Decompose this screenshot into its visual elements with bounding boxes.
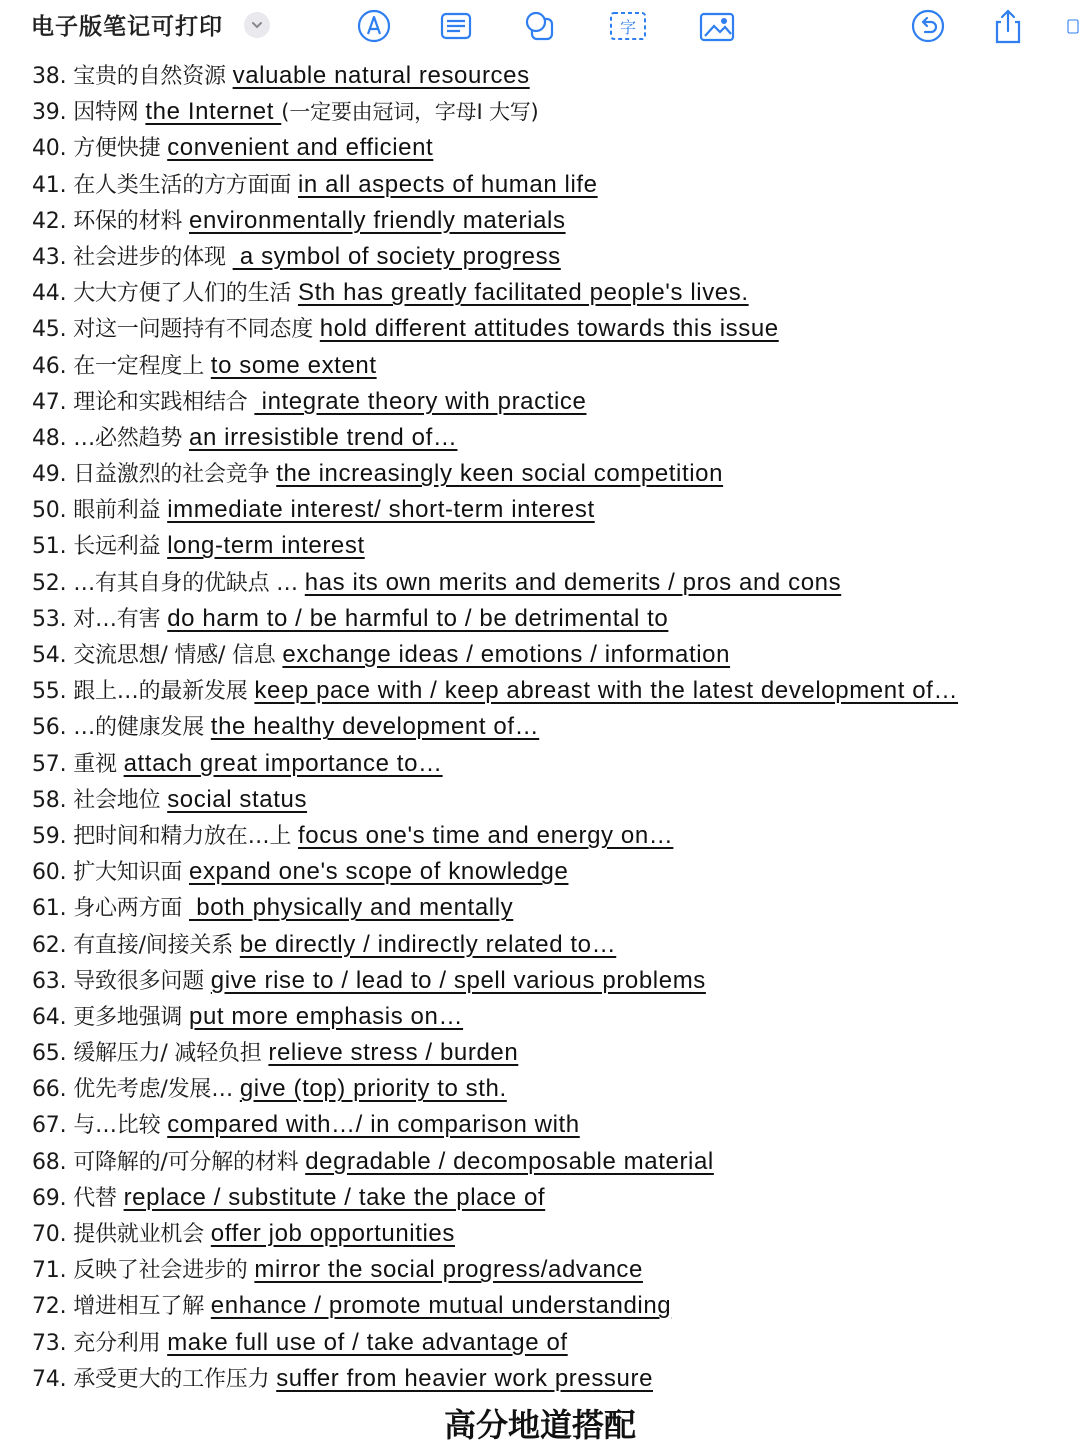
chinese-phrase: …必然趋势 bbox=[73, 425, 183, 451]
chinese-phrase: 提供就业机会 bbox=[73, 1222, 204, 1247]
more-icon[interactable] bbox=[1062, 6, 1080, 46]
text-box-icon[interactable] bbox=[436, 6, 476, 46]
item-number: 65. bbox=[32, 1041, 67, 1067]
item-number: 41. bbox=[32, 172, 67, 198]
list-item bbox=[32, 528, 1072, 564]
list-item bbox=[32, 1071, 1072, 1107]
english-phrase: make full use of / take advantage of bbox=[167, 1328, 568, 1356]
chinese-phrase: 身心两方面 bbox=[73, 896, 183, 922]
item-number: 70. bbox=[32, 1222, 67, 1247]
item-number: 39. bbox=[32, 100, 67, 126]
english-phrase: give rise to / lead to / spell various problems bbox=[210, 966, 706, 994]
item-number: 61. bbox=[32, 896, 67, 922]
english-phrase: an irresistible trend of… bbox=[189, 423, 458, 451]
english-phrase: the increasingly keen social competition bbox=[276, 460, 724, 488]
english-phrase: convenient and efficient bbox=[167, 134, 434, 162]
list-item bbox=[32, 927, 1072, 963]
chinese-phrase: 优先考虑/发展… bbox=[73, 1077, 234, 1103]
shapes-icon[interactable] bbox=[520, 6, 560, 46]
english-phrase: in all aspects of human life bbox=[298, 170, 598, 198]
chinese-phrase: 跟上…的最新发展 bbox=[73, 679, 248, 705]
english-phrase: focus one's time and energy on… bbox=[298, 821, 674, 849]
list-item bbox=[32, 854, 1072, 890]
item-number: 49. bbox=[32, 462, 67, 488]
chinese-phrase: 扩大知识面 bbox=[73, 860, 183, 886]
item-number: 72. bbox=[32, 1294, 67, 1320]
chinese-phrase: 眼前利益 bbox=[73, 498, 161, 524]
chinese-phrase: 重视 bbox=[73, 751, 117, 777]
share-icon[interactable] bbox=[988, 6, 1028, 46]
list-item bbox=[32, 890, 1072, 926]
list-item bbox=[32, 311, 1072, 347]
item-number: 50. bbox=[32, 498, 67, 524]
list-item bbox=[32, 1216, 1072, 1252]
list-item bbox=[32, 58, 1072, 94]
chevron-down-icon[interactable] bbox=[244, 12, 270, 38]
english-phrase: integrate theory with practice bbox=[254, 387, 587, 415]
list-item bbox=[32, 1252, 1072, 1288]
list-item bbox=[32, 1144, 1072, 1180]
item-number: 56. bbox=[32, 715, 67, 741]
chinese-phrase: 增进相互了解 bbox=[73, 1294, 204, 1320]
note-text: (一定要由冠词，字母I 大写) bbox=[281, 100, 539, 125]
list-item bbox=[32, 1107, 1072, 1143]
item-number: 59. bbox=[32, 823, 67, 849]
item-number: 63. bbox=[32, 968, 67, 994]
document-title[interactable]: 电子版笔记可打印 bbox=[31, 14, 223, 40]
english-phrase: the healthy development of… bbox=[210, 713, 540, 741]
list-item bbox=[32, 963, 1072, 999]
chinese-phrase: 大大方便了人们的生活 bbox=[73, 281, 292, 307]
list-item bbox=[32, 420, 1072, 456]
chinese-phrase: …的健康发展 bbox=[73, 715, 204, 741]
english-phrase: replace / substitute / take the place of bbox=[123, 1183, 546, 1211]
list-item bbox=[32, 601, 1072, 637]
list-item bbox=[32, 94, 1072, 130]
list-item bbox=[32, 1288, 1072, 1324]
list-item bbox=[32, 1180, 1072, 1216]
english-phrase: relieve stress / burden bbox=[268, 1039, 519, 1067]
chinese-phrase: 反映了社会进步的 bbox=[73, 1258, 248, 1284]
item-number: 53. bbox=[32, 606, 67, 632]
list-item bbox=[32, 203, 1072, 239]
chinese-phrase: 理论和实践相结合 bbox=[73, 389, 248, 415]
english-phrase: be directly / indirectly related to… bbox=[239, 930, 617, 958]
english-phrase: give (top) priority to sth. bbox=[239, 1075, 507, 1103]
chinese-phrase: 代替 bbox=[73, 1185, 117, 1211]
english-phrase: long-term interest bbox=[167, 532, 365, 560]
item-number: 42. bbox=[32, 208, 67, 234]
chinese-phrase: 交流思想/ 情感/ 信息 bbox=[73, 643, 276, 668]
list-item bbox=[32, 239, 1072, 275]
chinese-phrase: 把时间和精力放在…上 bbox=[73, 823, 292, 849]
item-number: 58. bbox=[32, 787, 67, 813]
list-item bbox=[32, 818, 1072, 854]
english-phrase: Sth has greatly facilitated people's lives. bbox=[298, 279, 749, 307]
chinese-phrase: 社会地位 bbox=[73, 787, 161, 813]
english-phrase: a symbol of society progress bbox=[232, 242, 561, 270]
chinese-phrase: 导致很多问题 bbox=[73, 968, 204, 994]
english-phrase: degradable / decomposable material bbox=[305, 1147, 714, 1175]
list-item bbox=[32, 565, 1072, 601]
text-recognize-icon[interactable] bbox=[608, 6, 648, 46]
list-item bbox=[32, 167, 1072, 203]
list-item bbox=[32, 130, 1072, 166]
english-phrase: hold different attitudes towards this issue bbox=[319, 315, 779, 343]
list-item bbox=[32, 999, 1072, 1035]
item-number: 55. bbox=[32, 679, 67, 705]
pen-tool-icon[interactable] bbox=[354, 6, 394, 46]
item-number: 44. bbox=[32, 281, 67, 307]
list-item bbox=[32, 782, 1072, 818]
list-item bbox=[32, 709, 1072, 745]
item-number: 62. bbox=[32, 932, 67, 958]
item-number: 43. bbox=[32, 244, 67, 270]
english-phrase: do harm to / be harmful to / be detrimental to bbox=[167, 604, 669, 632]
item-number: 66. bbox=[32, 1077, 67, 1103]
item-number: 47. bbox=[32, 389, 67, 415]
chinese-phrase: 宝贵的自然资源 bbox=[73, 64, 226, 89]
section-title: 高分地道搭配 bbox=[443, 1406, 636, 1444]
list-item bbox=[32, 1361, 1072, 1397]
english-phrase: compared with…/ in comparison with bbox=[167, 1111, 580, 1139]
item-number: 52. bbox=[32, 570, 67, 596]
chinese-phrase: 社会进步的体现 bbox=[73, 244, 226, 270]
english-phrase: environmentally friendly materials bbox=[189, 206, 566, 234]
chinese-phrase: 与…比较 bbox=[73, 1113, 161, 1139]
english-phrase: attach great importance to… bbox=[123, 749, 443, 777]
chinese-phrase: 日益激烈的社会竞争 bbox=[73, 462, 270, 488]
chinese-phrase: 可降解的/可分解的材料 bbox=[73, 1149, 299, 1175]
item-number: 69. bbox=[32, 1185, 67, 1211]
item-number: 51. bbox=[32, 534, 67, 560]
chinese-phrase: …有其自身的优缺点 … bbox=[73, 570, 298, 596]
item-number: 64. bbox=[32, 1004, 67, 1030]
chinese-phrase: 对这一问题持有不同态度 bbox=[73, 317, 313, 343]
english-phrase: social status bbox=[167, 785, 308, 813]
list-item bbox=[32, 1035, 1072, 1071]
chinese-phrase: 承受更大的工作压力 bbox=[73, 1366, 270, 1392]
list-item bbox=[32, 348, 1072, 384]
english-phrase: keep pace with / keep abreast with the latest development of… bbox=[254, 677, 959, 705]
notes-list bbox=[32, 58, 1072, 1397]
english-phrase: mirror the social progress/advance bbox=[254, 1256, 643, 1284]
chinese-phrase: 因特网 bbox=[73, 100, 139, 126]
english-phrase: valuable natural resources bbox=[232, 62, 530, 89]
english-phrase: has its own merits and demerits / pros and cons bbox=[304, 568, 842, 596]
chinese-phrase: 缓解压力/ 减轻负担 bbox=[73, 1041, 262, 1067]
item-number: 45. bbox=[32, 317, 67, 343]
item-number: 48. bbox=[32, 425, 67, 451]
chinese-phrase: 对…有害 bbox=[73, 606, 161, 632]
item-number: 38. bbox=[32, 64, 67, 89]
english-phrase: the Internet bbox=[145, 98, 282, 126]
item-number: 54. bbox=[32, 643, 67, 668]
chinese-phrase: 长远利益 bbox=[73, 534, 161, 560]
item-number: 67. bbox=[32, 1113, 67, 1139]
image-insert-icon[interactable] bbox=[698, 6, 738, 46]
english-phrase: both physically and mentally bbox=[189, 894, 514, 922]
item-number: 68. bbox=[32, 1149, 67, 1175]
item-number: 40. bbox=[32, 136, 67, 162]
english-phrase: suffer from heavier work pressure bbox=[276, 1364, 654, 1392]
list-item bbox=[32, 384, 1072, 420]
chinese-phrase: 有直接/间接关系 bbox=[73, 932, 234, 958]
english-phrase: immediate interest/ short-term interest bbox=[167, 496, 595, 524]
english-phrase: to some extent bbox=[210, 351, 377, 379]
english-phrase: offer job opportunities bbox=[210, 1220, 455, 1247]
list-item bbox=[32, 1325, 1072, 1361]
chinese-phrase: 在一定程度上 bbox=[73, 353, 204, 379]
undo-icon[interactable] bbox=[908, 6, 948, 46]
list-item bbox=[32, 275, 1072, 311]
item-number: 60. bbox=[32, 860, 67, 886]
english-phrase: expand one's scope of knowledge bbox=[189, 858, 569, 886]
item-number: 73. bbox=[32, 1330, 67, 1356]
english-phrase: put more emphasis on… bbox=[189, 1002, 464, 1030]
chinese-phrase: 充分利用 bbox=[73, 1330, 161, 1356]
chinese-phrase: 方便快捷 bbox=[73, 136, 161, 162]
item-number: 74. bbox=[32, 1366, 67, 1392]
list-item bbox=[32, 456, 1072, 492]
item-number: 46. bbox=[32, 353, 67, 379]
chinese-phrase: 在人类生活的方方面面 bbox=[73, 172, 292, 198]
list-item bbox=[32, 673, 1072, 709]
svg-text:字: 字 bbox=[619, 18, 637, 37]
toolbar bbox=[0, 0, 1080, 52]
english-phrase: exchange ideas / emotions / information bbox=[282, 641, 731, 668]
list-item bbox=[32, 746, 1072, 782]
chinese-phrase: 环保的材料 bbox=[73, 208, 183, 234]
item-number: 71. bbox=[32, 1258, 67, 1284]
english-phrase: enhance / promote mutual understanding bbox=[210, 1292, 672, 1320]
list-item bbox=[32, 637, 1072, 673]
list-item bbox=[32, 492, 1072, 528]
item-number: 57. bbox=[32, 751, 67, 777]
chinese-phrase: 更多地强调 bbox=[73, 1004, 183, 1030]
